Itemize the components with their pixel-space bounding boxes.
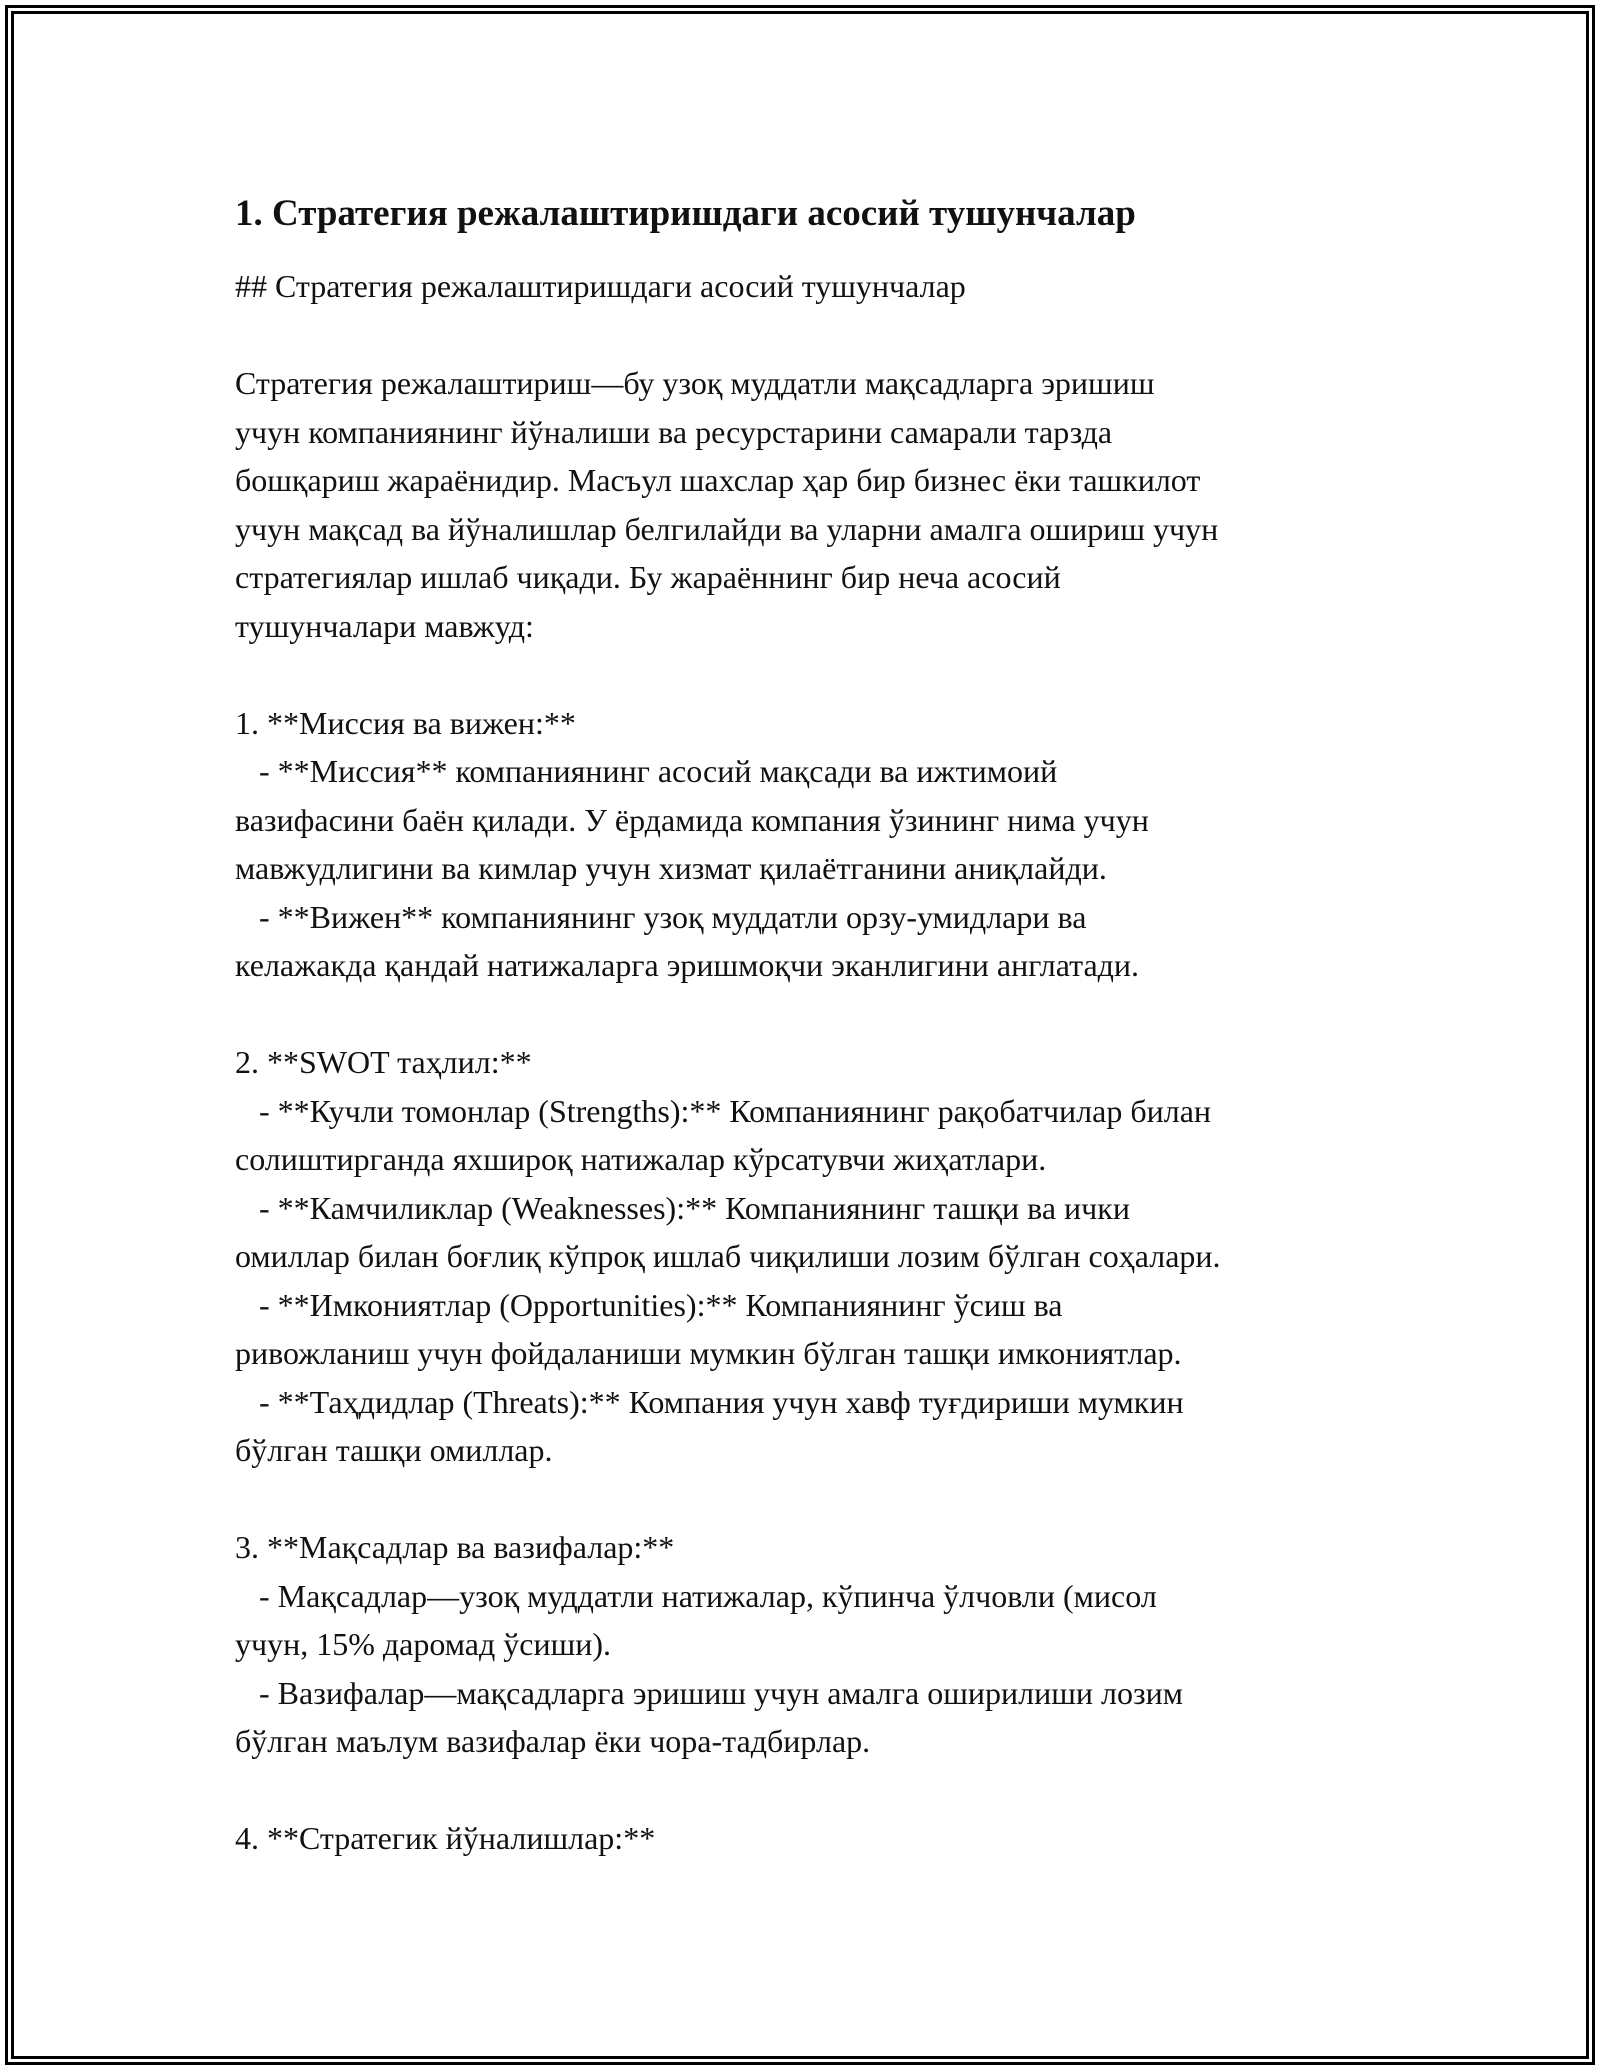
text-line: 2. **SWOT таҳлил:**: [235, 1044, 532, 1080]
text-line: ## Стратегия режалаштиришдаги асосий тушунчалар: [235, 268, 966, 304]
document-body: [235, 190, 1375, 1863]
blank-line: [235, 1475, 1375, 1524]
text-line: тушунчалари мавжуд:: [235, 607, 534, 644]
text-line: солиштирганда яхшироқ натижалар кўрсатувчи жиҳатлари.: [235, 1141, 1047, 1177]
text-line: - **Кучли томонлар (Strengths):** Компаниянинг рақобатчилар билан: [235, 1092, 1212, 1129]
text-line: бошқариш жараёнидир. Масъул шахслар ҳар бир бизнес ёки ташкилот: [235, 462, 1201, 498]
blank-line: [235, 311, 1375, 360]
text-line: омиллар билан боғлиқ кўпроқ ишлаб чиқилиши лозим бўлган соҳалари.: [235, 1238, 1221, 1274]
document-text: [235, 262, 1375, 1863]
text-line: 3. **Мақсадлар ва вазифалар:**: [235, 1529, 675, 1565]
text-line: 4. **Стратегик йўналишлар:**: [235, 1820, 656, 1856]
text-line: - Вазифалар—мақсадларга эришиш учун амалга оширилиши лозим: [235, 1674, 1183, 1711]
text-line: стратегиялар ишлаб чиқади. Бу жараённинг бир неча асосий: [235, 559, 1061, 595]
blank-line: [235, 1766, 1375, 1815]
blank-line: [235, 650, 1375, 699]
text-line: учун, 15% даромад ўсиши).: [235, 1626, 612, 1662]
blank-line: [235, 990, 1375, 1039]
text-line: бўлган маълум вазифалар ёки чора-тадбирлар.: [235, 1723, 871, 1759]
text-line: учун мақсад ва йўналишлар белгилайди ва уларни амалга ошириш учун: [235, 510, 1219, 547]
text-line: мавжудлигини ва кимлар учун хизмат қилаётганини аниқлайди.: [235, 850, 1107, 886]
text-line: бўлган ташқи омиллар.: [235, 1432, 553, 1468]
text-line: учун компаниянинг йўналиши ва ресурстарини самарали тарзда: [235, 413, 1113, 450]
text-line: - **Камчиликлар (Weaknesses):** Компаниянинг ташқи ва ички: [235, 1189, 1130, 1226]
text-line: - **Таҳдидлар (Threats):** Компания учун хавф туғдириши мумкин: [235, 1383, 1184, 1420]
text-line: 1. **Миссия ва вижен:**: [235, 704, 576, 741]
text-line: - Мақсадлар—узоқ муддатли натижалар, кўпинча ўлчовли (мисол: [235, 1577, 1157, 1614]
text-line: вазифасини баён қилади. У ёрдамида компания ўзининг нима учун: [235, 801, 1149, 838]
text-line: - **Миссия** компаниянинг асосий мақсади ва ижтимоий: [235, 753, 1058, 789]
text-line: ривожланиш учун фойдаланиши мумкин бўлган ташқи имкониятлар.: [235, 1335, 1182, 1371]
document-title: 1. Стратегия режалаштиришдаги асосий тушунчалар: [235, 193, 1136, 234]
text-line: - **Вижен** компаниянинг узоқ муддатли орзу-умидлари ва: [235, 898, 1087, 935]
text-line: келажакда қандай натижаларга эришмоқчи эканлигини англатади.: [235, 947, 1140, 983]
text-line: Стратегия режалаштириш—бу узоқ муддатли мақсадларга эришиш: [235, 365, 1155, 401]
text-line: - **Имкониятлар (Opportunities):** Компаниянинг ўсиш ва: [235, 1286, 1063, 1323]
